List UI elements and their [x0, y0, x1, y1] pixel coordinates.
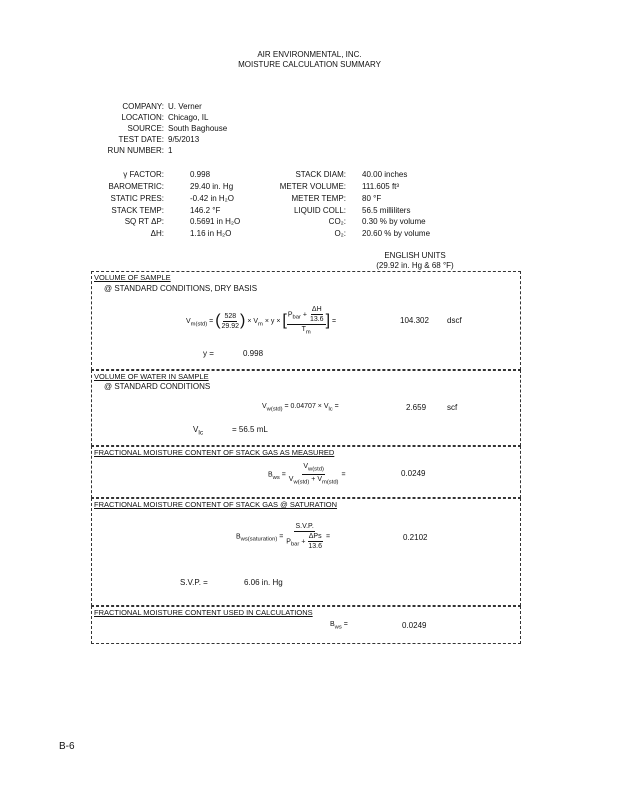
- svp-value: 6.06 in. Hg: [244, 578, 283, 587]
- param-label: BAROMETRIC:: [108, 182, 164, 191]
- sample-volume-formula: $V_{m(std)}$ = ( $\frac{528}{29.92}$ ) × $V_m \times y$ × [ $P_{bar}$ + $\frac{\Delta H}{13.6}$ $T_m$ ] =: [186, 306, 337, 336]
- saturation-formula: $B_{ws(saturation)}$ = S.V.P. $P_{bar}$ + $\frac{\text{ΔPs}}{13.6}$ =: [236, 523, 331, 550]
- units-title: ENGLISH UNITS: [384, 251, 446, 260]
- formula-lhs-sub: m(std): [190, 321, 208, 328]
- report-title: MOISTURE CALCULATION SUMMARY: [238, 60, 381, 69]
- measured-result: 0.0249: [401, 469, 426, 478]
- section-title: FRACTIONAL MOISTURE CONTENT USED IN CALCULATIONS: [94, 608, 313, 617]
- used-formula: $B_{ws}$ =: [330, 621, 348, 631]
- param-value: 29.40 in. Hg: [190, 182, 234, 191]
- info-value-run-number: 1: [168, 146, 173, 155]
- info-value-source: South Baghouse: [168, 124, 228, 133]
- param-label: ΔH:: [150, 229, 164, 238]
- param-label: STATIC PRES:: [110, 194, 164, 203]
- info-label-company: COMPANY:: [122, 102, 164, 111]
- section-saturation-moisture: [91, 498, 521, 606]
- section-subtitle: @ STANDARD CONDITIONS, DRY BASIS: [104, 284, 258, 293]
- param-value: 0.5691 in H₂O: [190, 217, 241, 226]
- info-value-company: U. Verner: [168, 102, 202, 111]
- units-conditions: (29.92 in. Hg & 68 °F): [376, 261, 454, 270]
- section-title: VOLUME OF WATER IN SAMPLE: [94, 372, 209, 381]
- info-label-source: SOURCE:: [127, 124, 164, 133]
- y-label: y =: [203, 349, 214, 358]
- param-value: 111.605 ft³: [362, 182, 400, 191]
- section-title: FRACTIONAL MOISTURE CONTENT OF STACK GAS AS MEASURED: [94, 448, 335, 457]
- sample-volume-unit: dscf: [447, 316, 462, 325]
- page-label: B-6: [59, 741, 75, 752]
- vlc-value: = 56.5 mL: [232, 425, 268, 434]
- param-label: SQ RT ΔP:: [124, 217, 164, 226]
- measured-formula: $B_{ws}$ = $\frac{V_{w(std)}}{V_{w(std)} + V_{m(std)}}$ =: [268, 463, 346, 486]
- param-label: METER TEMP:: [291, 194, 346, 203]
- water-volume-result: 2.659: [406, 403, 427, 412]
- param-label: LIQUID COLL:: [293, 206, 346, 215]
- param-value: 80 °F: [362, 194, 382, 203]
- param-label: METER VOLUME:: [279, 182, 346, 191]
- saturation-result: 0.2102: [403, 533, 428, 542]
- used-result: 0.0249: [402, 621, 427, 630]
- info-label-test-date: TEST DATE:: [118, 135, 164, 144]
- factor-fraction: $\frac{528}{29.92}$: [221, 312, 240, 330]
- param-label: STACK DIAM:: [295, 170, 346, 179]
- param-label: O₂:: [334, 229, 346, 238]
- param-value: 40.00 inches: [362, 170, 408, 179]
- formula-lhs: V: [186, 318, 191, 326]
- param-value: 0.30 % by volume: [362, 217, 426, 226]
- company-name: AIR ENVIRONMENTAL, INC.: [257, 50, 362, 59]
- y-value: 0.998: [243, 349, 264, 358]
- param-value: 0.998: [190, 170, 211, 179]
- info-value-test-date: 9/5/2013: [168, 135, 200, 144]
- sample-volume-result: 104.302: [400, 316, 429, 325]
- pressure-fraction: $P_{bar}$ + $\frac{\Delta H}{13.6}$ $T_m$: [287, 306, 324, 336]
- section-title: FRACTIONAL MOISTURE CONTENT OF STACK GAS @ SATURATION: [94, 500, 338, 509]
- section-title: VOLUME OF SAMPLE: [94, 273, 171, 282]
- info-value-location: Chicago, IL: [168, 113, 209, 122]
- param-label: STACK TEMP:: [111, 206, 164, 215]
- vlc-label: $V_{lc}$: [193, 425, 204, 437]
- param-value: 56.5 milliliters: [362, 206, 411, 215]
- param-value: 146.2 °F: [190, 206, 221, 215]
- info-label-location: LOCATION:: [121, 113, 164, 122]
- param-value: -0.42 in H₂O: [190, 194, 235, 203]
- water-volume-formula: $V_{w(std)} = 0.04707 \times V_{lc}$ =: [262, 403, 339, 413]
- param-value: 20.60 % by volume: [362, 229, 431, 238]
- section-subtitle: @ STANDARD CONDITIONS: [104, 382, 211, 391]
- param-label: γ FACTOR:: [123, 170, 164, 179]
- water-volume-unit: scf: [447, 403, 458, 412]
- param-value: 1.16 in H₂O: [190, 229, 232, 238]
- y-symbol: y: [270, 318, 275, 326]
- param-label: CO₂:: [328, 217, 346, 226]
- info-label-run-number: RUN NUMBER:: [107, 146, 164, 155]
- vm-symbol: V: [253, 318, 259, 326]
- svp-label: S.V.P. =: [180, 578, 208, 587]
